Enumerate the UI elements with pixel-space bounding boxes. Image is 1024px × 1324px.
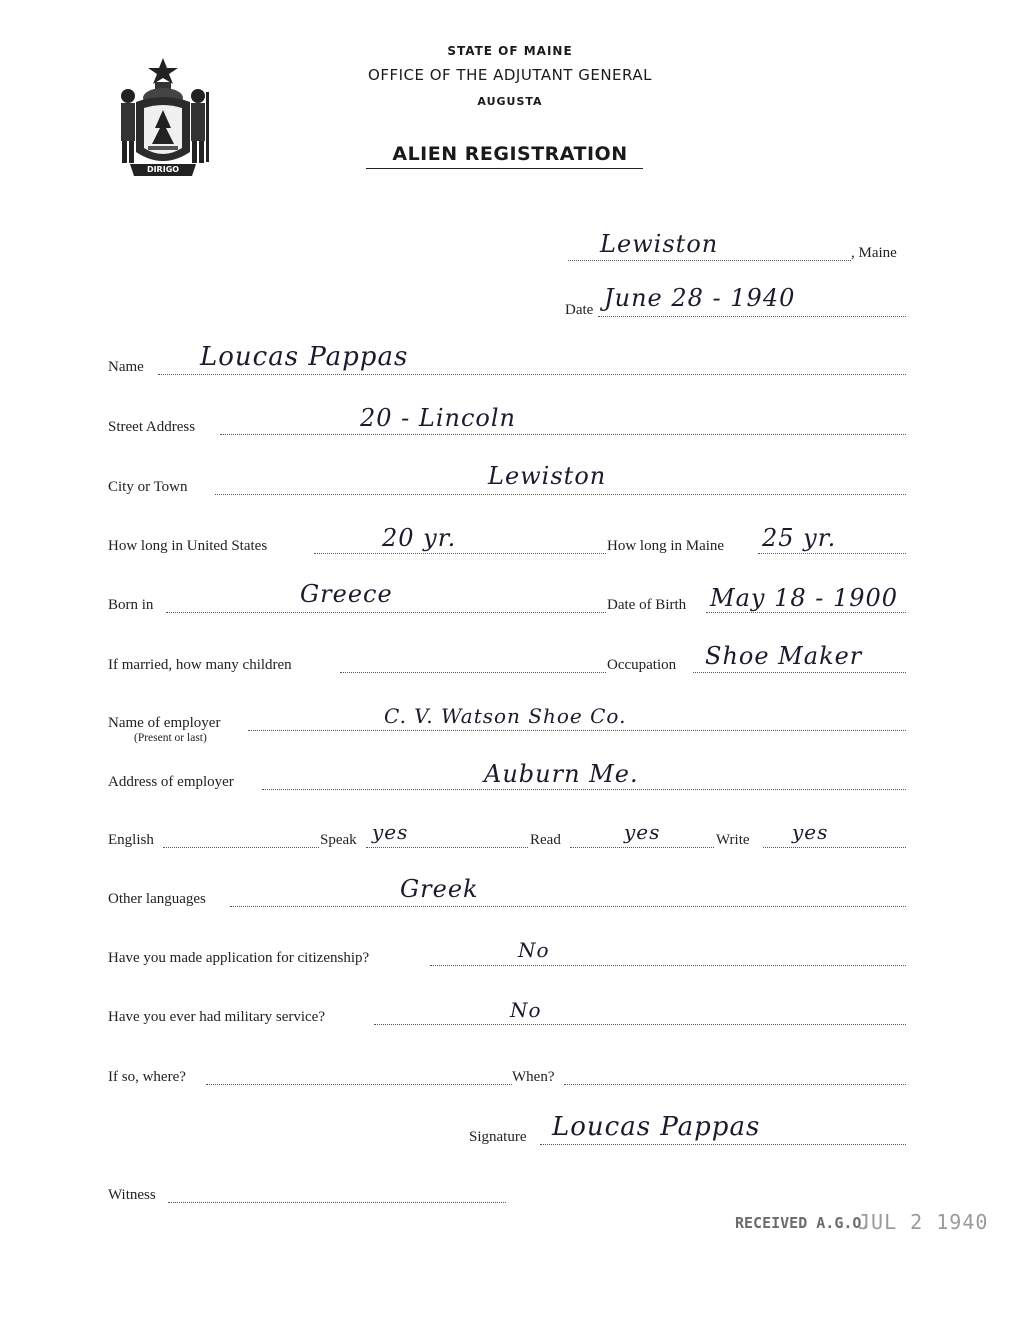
us-years-value: 20 yr. (382, 524, 457, 552)
citizenship-value: No (518, 938, 550, 962)
when-line (564, 1084, 906, 1085)
seal-motto: DIRIGO (146, 165, 180, 174)
signature-value: Loucas Pappas (552, 1112, 761, 1142)
employer-address-line (262, 789, 906, 790)
employer-label: Name of employer (108, 715, 221, 731)
maine-years-value: 25 yr. (762, 524, 837, 552)
when-label: When? (512, 1069, 555, 1085)
read-value: yes (624, 820, 661, 844)
header-city: AUGUSTA (477, 95, 543, 108)
street-value: 20 - Lincoln (360, 404, 516, 432)
speak-line (366, 847, 528, 848)
english-line (163, 847, 319, 848)
witness-label: Witness (108, 1187, 156, 1203)
maine-years-label: How long in Maine (607, 538, 725, 554)
citizenship-label: Have you made application for citizenship? (108, 950, 370, 966)
witness-line (168, 1202, 506, 1203)
received-stamp-date: JUL 2 1940 (858, 1210, 989, 1234)
street-label: Street Address (108, 419, 196, 435)
received-stamp-label: RECEIVED A.G.O. (735, 1214, 871, 1232)
employer-sublabel: (Present or last) (134, 732, 207, 744)
street-line (220, 434, 906, 435)
children-label: If married, how many children (108, 657, 292, 673)
dob-value: May 18 - 1900 (710, 584, 899, 612)
employer-address-label: Address of employer (108, 774, 234, 790)
date-value: June 28 - 1940 (604, 284, 796, 312)
city-value: Lewiston (488, 462, 607, 490)
place-suffix: , Maine (851, 245, 897, 261)
dob-label: Date of Birth (607, 597, 687, 613)
write-line (763, 847, 906, 848)
write-value: yes (792, 820, 829, 844)
date-line (598, 316, 906, 317)
us-years-label: How long in United States (108, 538, 268, 554)
other-languages-value: Greek (400, 875, 479, 903)
english-label: English (108, 832, 154, 848)
read-label: Read (530, 832, 561, 848)
employer-value: C. V. Watson Shoe Co. (384, 704, 627, 728)
occupation-value: Shoe Maker (705, 642, 863, 670)
name-line (158, 374, 906, 375)
other-languages-line (230, 906, 906, 907)
form-title: ALIEN REGISTRATION (392, 143, 628, 165)
citizenship-line (430, 965, 906, 966)
place-line (568, 260, 851, 261)
maine-years-line (758, 553, 906, 554)
place-value: Lewiston (600, 230, 719, 258)
occupation-line (693, 672, 906, 673)
military-value: No (510, 998, 542, 1022)
military-label: Have you ever had military service? (108, 1009, 325, 1025)
header-state: STATE OF MAINE (447, 44, 573, 58)
name-label: Name (108, 359, 144, 375)
born-label: Born in (108, 597, 154, 613)
state-seal (108, 52, 218, 182)
dob-line (706, 612, 906, 613)
us-years-line (314, 553, 606, 554)
employer-line (248, 730, 906, 731)
born-value: Greece (300, 580, 393, 608)
title-underline (366, 168, 643, 169)
write-label: Write (716, 832, 750, 848)
header-office: OFFICE OF THE ADJUTANT GENERAL (368, 66, 652, 84)
speak-label: Speak (320, 832, 357, 848)
city-label: City or Town (108, 479, 188, 495)
date-label: Date (565, 302, 594, 318)
employer-address-value: Auburn Me. (484, 760, 639, 788)
born-line (166, 612, 606, 613)
state-seal-icon (108, 52, 218, 182)
city-line (215, 494, 906, 495)
where-label: If so, where? (108, 1069, 186, 1085)
children-line (340, 672, 606, 673)
other-languages-label: Other languages (108, 891, 206, 907)
name-value: Loucas Pappas (200, 342, 409, 372)
occupation-label: Occupation (607, 657, 677, 673)
signature-label: Signature (469, 1129, 527, 1145)
signature-line (540, 1144, 906, 1145)
military-line (374, 1024, 906, 1025)
where-line (206, 1084, 512, 1085)
speak-value: yes (372, 820, 409, 844)
read-line (570, 847, 714, 848)
